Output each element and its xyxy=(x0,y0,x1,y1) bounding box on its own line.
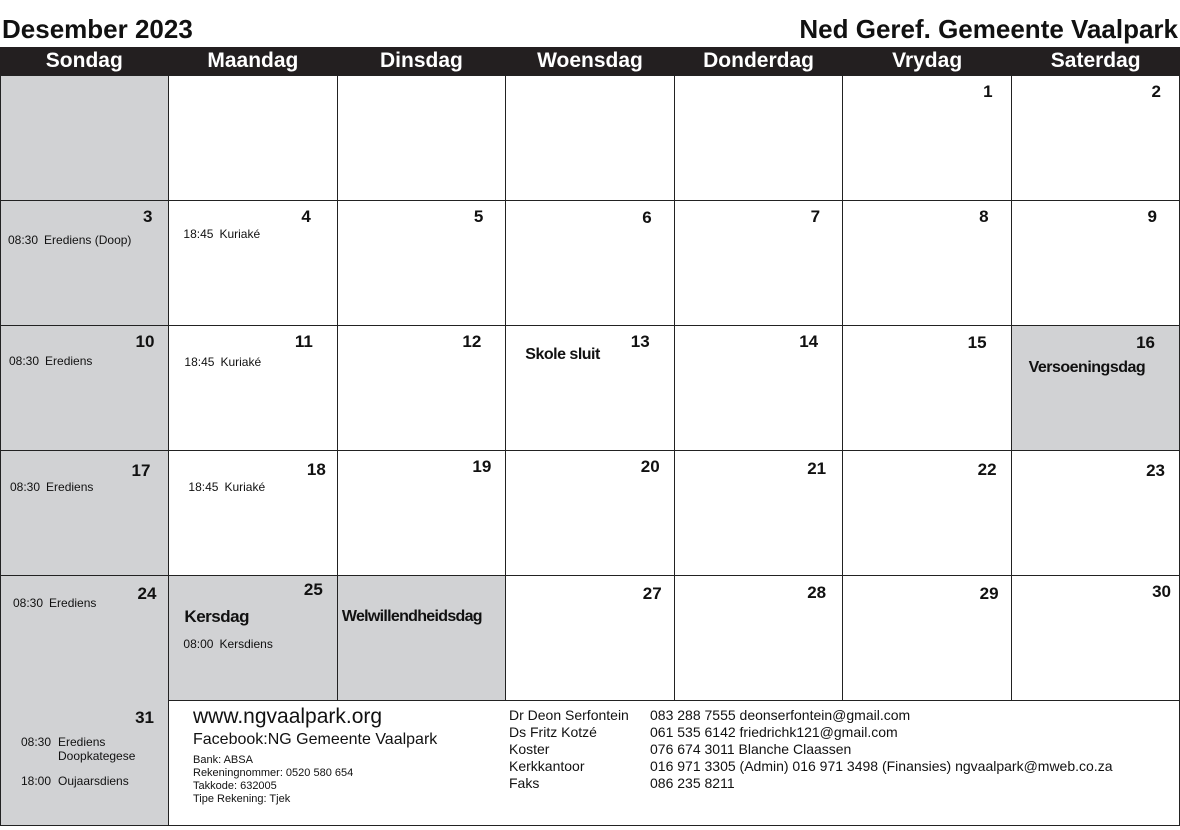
contact-name: Dr Deon Serfontein xyxy=(509,707,629,723)
calendar-cell-day-4 xyxy=(169,201,337,326)
calendar-cell-day-22 xyxy=(843,451,1011,576)
day-number: 17 xyxy=(131,461,151,480)
event-entry xyxy=(21,735,135,763)
contact-details: 061 535 6142 friedrichk121@gmail.com xyxy=(650,724,898,740)
facebook-label: Facebook:NG Gemeente Vaalpark xyxy=(193,731,438,748)
event-entry xyxy=(184,355,261,369)
contact-name: Kerkkantoor xyxy=(509,758,585,774)
day-number: 14 xyxy=(799,332,819,351)
calendar-cell-empty xyxy=(506,76,674,201)
calendar-cell-day-28 xyxy=(675,576,843,701)
event-name: Erediens (Doop) xyxy=(44,233,132,247)
day-number: 23 xyxy=(1146,461,1165,480)
weekday-monday: Maandag xyxy=(207,49,299,72)
event-subtitle: Doopkategese xyxy=(58,749,136,763)
calendar-cell-day-29 xyxy=(843,576,1011,701)
day-number: 1 xyxy=(983,82,993,101)
weekday-thursday: Donderdag xyxy=(703,49,814,72)
contact-name: Koster xyxy=(509,741,550,757)
day-number: 22 xyxy=(977,460,997,479)
day-number: 13 xyxy=(630,332,650,351)
calendar-grid xyxy=(0,75,1180,700)
calendar-cell-day-18 xyxy=(169,451,337,576)
day-number: 28 xyxy=(807,583,827,602)
contact-details: 076 674 3011 Blanche Claassen xyxy=(650,741,852,757)
calendar-cell-day-31 xyxy=(1,700,169,825)
event-name: Erediens xyxy=(45,354,93,368)
event-time: 08:30 xyxy=(10,480,41,494)
weekday-header-bar xyxy=(0,47,1180,75)
calendar-cell-day-24 xyxy=(1,576,169,701)
day-number: 21 xyxy=(807,459,827,478)
calendar-cell-day-2 xyxy=(1012,76,1180,201)
calendar-cell-day-25 xyxy=(169,576,337,701)
event-name: Oujaarsdiens xyxy=(58,774,129,788)
day-number: 25 xyxy=(303,580,323,599)
website-link[interactable]: www.ngvaalpark.org xyxy=(193,705,383,728)
bank-line: Bank: ABSA xyxy=(193,754,253,766)
event-time: 18:00 xyxy=(21,774,52,788)
day-number: 20 xyxy=(640,457,660,476)
contact-name: Faks xyxy=(509,775,540,791)
event-time: 08:30 xyxy=(8,233,39,247)
calendar-cell-day-19 xyxy=(338,451,506,576)
calendar-cell-day-30 xyxy=(1012,576,1180,701)
calendar-cell-empty xyxy=(675,76,843,201)
weekday-tuesday: Dinsdag xyxy=(380,49,463,72)
calendar-cell-day-17 xyxy=(1,451,169,576)
event-time: 18:45 xyxy=(188,480,219,494)
day-number: 27 xyxy=(642,584,662,603)
calendar-cell-day-7 xyxy=(675,201,843,326)
calendar-cell-day-3 xyxy=(1,201,169,326)
event-entry xyxy=(21,774,129,788)
calendar-cell-empty xyxy=(169,76,337,201)
day-number: 30 xyxy=(1152,582,1171,601)
weekday-wednesday: Woensdag xyxy=(537,49,643,72)
weekday-sunday: Sondag xyxy=(45,49,123,72)
calendar-cell-day-16 xyxy=(1012,326,1180,451)
calendar-cell-day-11 xyxy=(169,326,337,451)
event-name: Kersdiens xyxy=(219,637,273,651)
calendar-cell-day-8 xyxy=(843,201,1011,326)
bank-line: Tipe Rekening: Tjek xyxy=(193,793,291,805)
event-time: 08:30 xyxy=(9,354,40,368)
weekday-saturday: Saterdag xyxy=(1050,49,1141,72)
day-number: 12 xyxy=(462,332,482,351)
event-entry xyxy=(13,596,96,610)
day-number: 11 xyxy=(294,332,313,351)
holiday-label: Skole sluit xyxy=(525,346,600,363)
day-number: 5 xyxy=(473,207,484,226)
day-number: 15 xyxy=(967,333,987,352)
holiday-label: Versoeningsdag xyxy=(1028,359,1146,376)
event-name: Kuriaké xyxy=(224,480,266,494)
calendar-cell-day-10 xyxy=(1,326,169,451)
event-time: 08:30 xyxy=(21,735,52,749)
event-name: Kuriaké xyxy=(220,355,262,369)
event-name: Erediens xyxy=(58,735,106,749)
bank-details xyxy=(193,754,353,806)
contact-details: 016 971 3305 (Admin) 016 971 3498 (Finansies) ngvaalpark@mweb.co.za xyxy=(650,758,1113,774)
day-number: 24 xyxy=(137,584,157,603)
day-number: 4 xyxy=(301,207,311,226)
holiday-label: Welwillendheidsdag xyxy=(341,608,482,625)
day-number: 31 xyxy=(135,708,154,727)
calendar-cell-day-27 xyxy=(506,576,674,701)
calendar-cell-day-12 xyxy=(338,326,506,451)
event-entry xyxy=(188,480,265,494)
calendar-cell-day-21 xyxy=(675,451,843,576)
day-number: 3 xyxy=(142,207,153,226)
day-number: 9 xyxy=(1147,207,1157,226)
event-entry xyxy=(8,233,131,247)
day-number: 18 xyxy=(306,460,326,479)
calendar-cell-day-23 xyxy=(1012,451,1180,576)
calendar-cell-day-20 xyxy=(506,451,674,576)
day-number: 7 xyxy=(810,207,821,226)
calendar-cell-day-14 xyxy=(675,326,843,451)
event-entry xyxy=(183,227,260,241)
calendar-cell-empty xyxy=(1,76,169,201)
month-title: Desember 2023 xyxy=(2,14,193,44)
calendar-cell-day-13 xyxy=(506,326,674,451)
event-time: 18:45 xyxy=(184,355,215,369)
calendar-cell-day-6 xyxy=(506,201,674,326)
day-number: 29 xyxy=(979,584,999,603)
day-number: 2 xyxy=(1151,82,1161,101)
day-number: 10 xyxy=(135,332,155,351)
day-number: 16 xyxy=(1136,333,1155,352)
day-number: 8 xyxy=(979,207,989,226)
event-name: Kuriaké xyxy=(219,227,261,241)
day-number: 6 xyxy=(642,208,652,227)
contact-details: 083 288 7555 deonserfontein@gmail.com xyxy=(650,707,911,723)
calendar-cell-day-15 xyxy=(843,326,1011,451)
calendar-cell-day-1 xyxy=(843,76,1011,201)
day-number: 19 xyxy=(472,457,492,476)
calendar-cell-empty xyxy=(338,76,506,201)
church-name: Ned Geref. Gemeente Vaalpark xyxy=(799,14,1178,44)
calendar-cell-day-26 xyxy=(338,576,506,701)
page-header xyxy=(0,0,1180,46)
event-entry xyxy=(10,480,93,494)
bank-line: Rekeningnommer: 0520 580 654 xyxy=(193,767,354,779)
contact-name: Ds Fritz Kotzé xyxy=(509,724,597,740)
event-name: Erediens xyxy=(49,596,97,610)
event-time: 18:45 xyxy=(183,227,214,241)
event-name: Erediens xyxy=(46,480,94,494)
weekday-friday: Vrydag xyxy=(892,49,963,72)
contact-details: 086 235 8211 xyxy=(650,775,735,791)
event-time: 08:30 xyxy=(13,596,44,610)
event-entry xyxy=(9,354,92,368)
bank-line: Takkode: 632005 xyxy=(193,780,277,792)
holiday-label: Kersdag xyxy=(184,607,249,626)
calendar-cell-day-5 xyxy=(338,201,506,326)
footer-info-row xyxy=(0,700,1180,826)
event-time: 08:00 xyxy=(183,637,214,651)
event-entry xyxy=(183,637,272,651)
calendar-cell-day-9 xyxy=(1012,201,1180,326)
